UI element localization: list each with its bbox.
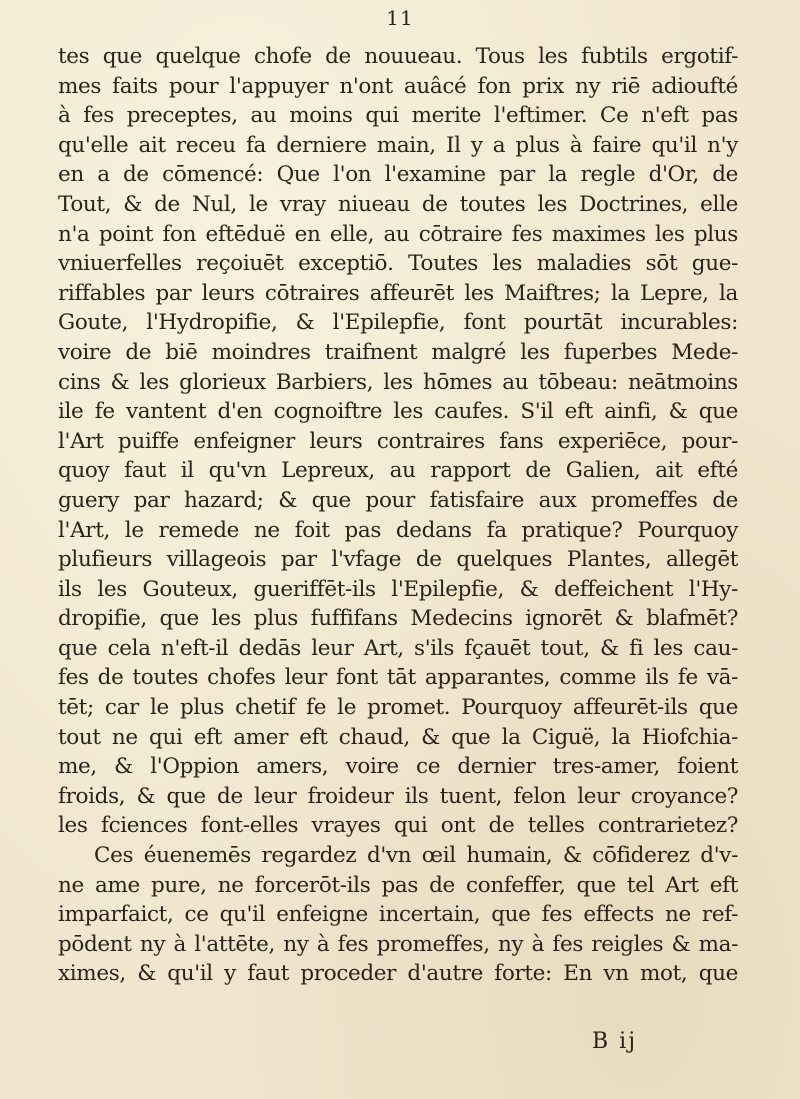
text-line: ils les Gouteux, gueriffēt-ils l'Epilepfie, & deffeichent l'Hy- bbox=[58, 576, 738, 602]
text-line: l'Art puiffe enfeigner leurs contraires fans experiēce, pour- bbox=[58, 428, 738, 454]
body-text bbox=[58, 42, 738, 989]
text-line: ximes, & qu'il y faut proceder d'autre forte: En vn mot, que bbox=[58, 961, 738, 987]
text-line: tes que quelque chofe de nouueau. Tous les fubtils ergotif- bbox=[58, 44, 738, 69]
text-line: tēt; car le plus chetif fe le promet. Pourquoy affeurēt-ils que bbox=[58, 695, 738, 721]
text-line: n'a point fon eftēduë en elle, au cōtraire fes maximes les plus bbox=[58, 221, 738, 247]
text-line: quoy faut il qu'vn Lepreux, au rapport de Galien, ait efté bbox=[58, 458, 738, 484]
text-line: voire de biē moindres traifnent malgré les fuperbes Mede- bbox=[58, 339, 738, 365]
paragraph-first-line: Ces éuenemēs regardez d'vn œil humain, & cōfiderez d'v- bbox=[94, 843, 738, 869]
text-line: cins & les glorieux Barbiers, les hōmes au tōbeau: neātmoins bbox=[58, 369, 738, 395]
text-line: dropifie, que les plus fuffifans Medecins ignorēt & blafmēt? bbox=[58, 606, 738, 632]
text-line: les fciences font-elles vrayes qui ont de telles contrarietez? bbox=[58, 813, 738, 839]
text-line: me, & l'Oppion amers, voire ce dernier tres-amer, foient bbox=[58, 754, 738, 780]
text-line: fes de toutes chofes leur font tāt apparantes, comme ils fe vā- bbox=[58, 665, 738, 691]
text-line: imparfaict, ce qu'il enfeigne incertain, que fes effects ne ref- bbox=[58, 902, 738, 928]
text-line: à fes preceptes, au moins qui merite l'eftimer. Ce n'eft pas bbox=[58, 103, 738, 129]
text-line: en a de cōmencé: Que l'on l'examine par la regle d'Or, de bbox=[58, 162, 738, 188]
text-line: que cela n'eft-il dedās leur Art, s'ils fçauēt tout, & fi les cau- bbox=[58, 635, 738, 661]
text-line: riffables par leurs cōtraires affeurēt les Maiftres; la Lepre, la bbox=[58, 280, 738, 306]
text-line: guery par hazard; & que pour fatisfaire aux promeffes de bbox=[58, 487, 738, 513]
text-line: Goute, l'Hydropifie, & l'Epilepfie, font pourtāt incurables: bbox=[58, 310, 738, 336]
text-line: ne ame pure, ne forcerōt-ils pas de confeffer, que tel Art eft bbox=[58, 872, 738, 898]
text-line: froids, & que de leur froideur ils tuent, felon leur croyance? bbox=[58, 783, 738, 809]
signature-mark: B ij bbox=[592, 1029, 638, 1054]
text-line: tout ne qui eft amer eft chaud, & que la Ciguë, la Hiofchia- bbox=[58, 724, 738, 750]
text-line: mes faits pour l'appuyer n'ont auâcé fon prix ny riē adioufté bbox=[58, 73, 738, 99]
text-line: plufieurs villageois par l'vfage de quelques Plantes, allegēt bbox=[58, 547, 738, 573]
text-line: pōdent ny à l'attēte, ny à fes promeffes, ny à fes reigles & ma- bbox=[58, 931, 738, 957]
text-line: Tout, & de Nul, le vray niueau de toutes les Doctrines, elle bbox=[58, 191, 738, 217]
text-line: qu'elle ait receu fa derniere main, Il y a plus à faire qu'il n'y bbox=[58, 132, 738, 158]
page-number: 11 bbox=[386, 6, 414, 30]
text-line: vniuerfelles reçoiuēt exceptiō. Toutes les maladies sōt gue- bbox=[58, 251, 738, 277]
text-line: ile fe vantent d'en cognoiftre les caufes. S'il eft ainfi, & que bbox=[58, 399, 738, 425]
text-line: l'Art, le remede ne foit pas dedans fa pratique? Pourquoy bbox=[58, 517, 738, 543]
